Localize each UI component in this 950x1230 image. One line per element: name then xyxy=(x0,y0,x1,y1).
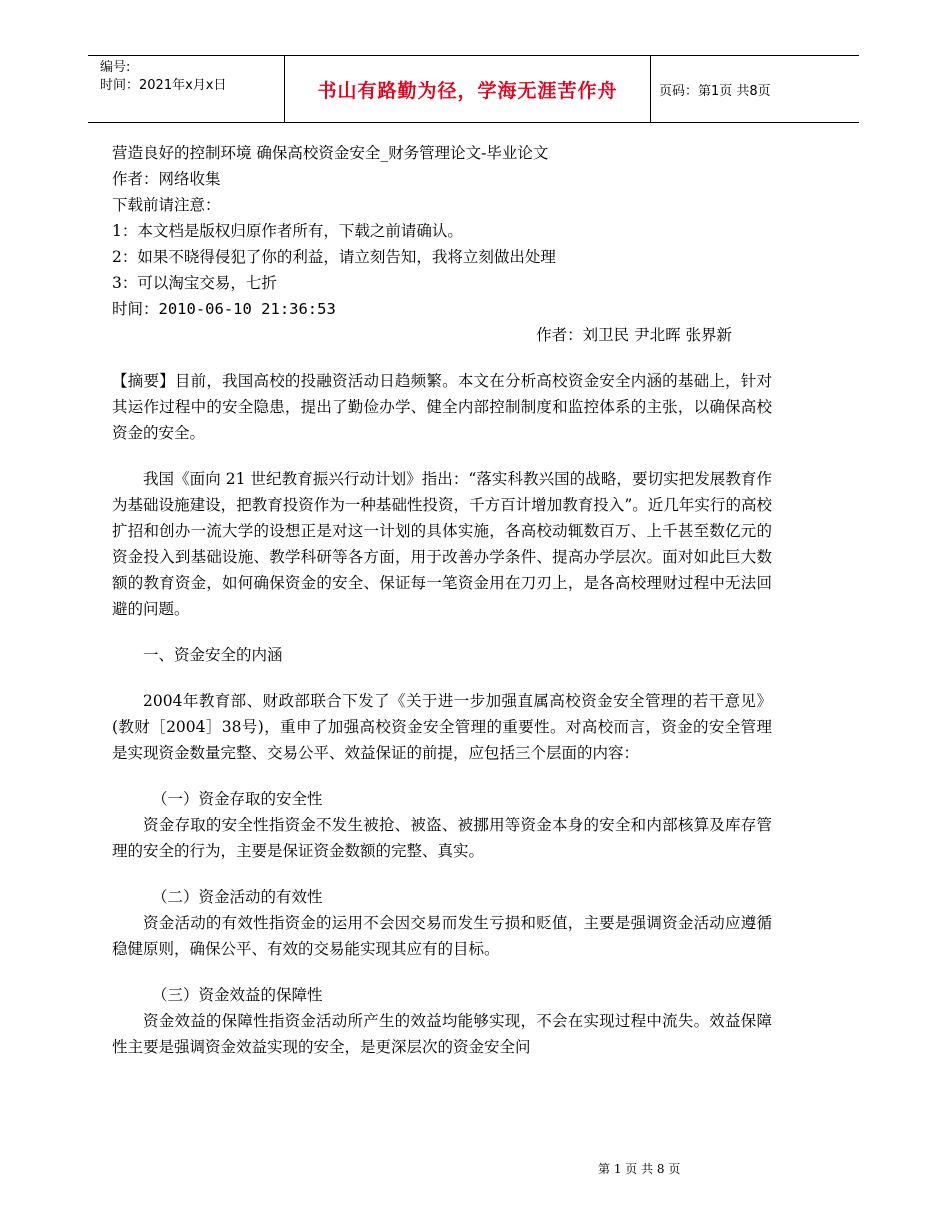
body-paragraph-1: 我国《面向 21 世纪教育振兴行动计划》指出：“落实科教兴国的战略，要切实把发展教育作为基础设施建设，把教育投资作为一种基础性投资，千方百计增加教育投入”。近几年实行的高校扩招和创办一流大学的设想正是对这一计划的具体实施，各高校动辄数百万、上千甚至数亿元的资金投入到基础设施、教学科研等各方面，用于改善办学条件、提高办学层次。面对如此巨大数额的教育资金，如何确保资金的安全、保证每一笔资金用在刀刃上，是各高校理财过程中无法回避的问题。 xyxy=(112,470,772,618)
author-source: 作者：网络收集 xyxy=(112,170,221,188)
document-body xyxy=(112,140,772,1060)
page-footer: 第 1 页 共 8 页 xyxy=(598,1162,681,1176)
header-page-label: 页码：第1页 共8页 xyxy=(659,83,771,99)
notice-item-2: 2：如果不晓得侵犯了你的利益，请立刻告知，我将立刻做出处理 xyxy=(112,248,556,266)
abstract: 【摘要】目前，我国高校的投融资活动日趋频繁。本文在分析高校资金安全内涵的基础上，针对其运作过程中的安全隐患，提出了勤俭办学、健全内部控制制度和监控体系的主张，以确保高校资金的安全。 xyxy=(112,372,772,442)
subsection-text-3: 资金效益的保障性指资金活动所产生的效益均能够实现，不会在实现过程中流失。效益保障性主要是强调资金效益实现的安全，是更深层次的资金安全问 xyxy=(112,1012,772,1056)
subheading-2: （二）资金活动的有效性 xyxy=(152,888,323,906)
publish-time: 时间：2010-06-10 21:36:53 xyxy=(112,300,336,318)
subsection-text-1: 资金存取的安全性指资金不发生被抢、被盗、被挪用等资金本身的安全和内部核算及库存管理的安全的行为，主要是保证资金数额的完整、真实。 xyxy=(112,816,772,860)
header-meta xyxy=(88,56,285,122)
subheading-3: （三）资金效益的保障性 xyxy=(152,986,323,1004)
subheading-1: （一）资金存取的安全性 xyxy=(152,790,323,808)
notice-title: 下载前请注意： xyxy=(112,196,221,214)
document-time-label: 时间：2021年x月x日 xyxy=(100,78,227,93)
header-motto: 书山有路勤为径，学海无涯苦作舟 xyxy=(285,56,651,122)
document-number-label: 编号: xyxy=(100,60,131,75)
subsection-text-2: 资金活动的有效性指资金的运用不会因交易而发生亏损和贬值，主要是强调资金活动应遵循稳健原则，确保公平、有效的交易能实现其应有的目标。 xyxy=(112,914,772,958)
notice-item-3: 3：可以淘宝交易，七折 xyxy=(112,274,277,292)
page-header xyxy=(88,55,859,123)
article-authors: 作者：刘卫民 尹北晖 张界新 xyxy=(536,326,732,344)
section-heading-1: 一、资金安全的内涵 xyxy=(143,646,283,664)
notice-item-1: 1：本文档是版权归原作者所有，下载之前请确认。 xyxy=(112,222,463,240)
document-title: 营造良好的控制环境 确保高校资金安全_财务管理论文-毕业论文 xyxy=(112,144,549,162)
body-paragraph-2: 2004年教育部、财政部联合下发了《关于进一步加强直属高校资金安全管理的若干意见》(教财［2004］38号)，重申了加强高校资金安全管理的重要性。对高校而言，资金的安全管理是实现资金数量完整、交易公平、效益保证的前提，应包括三个层面的内容： xyxy=(112,692,772,762)
